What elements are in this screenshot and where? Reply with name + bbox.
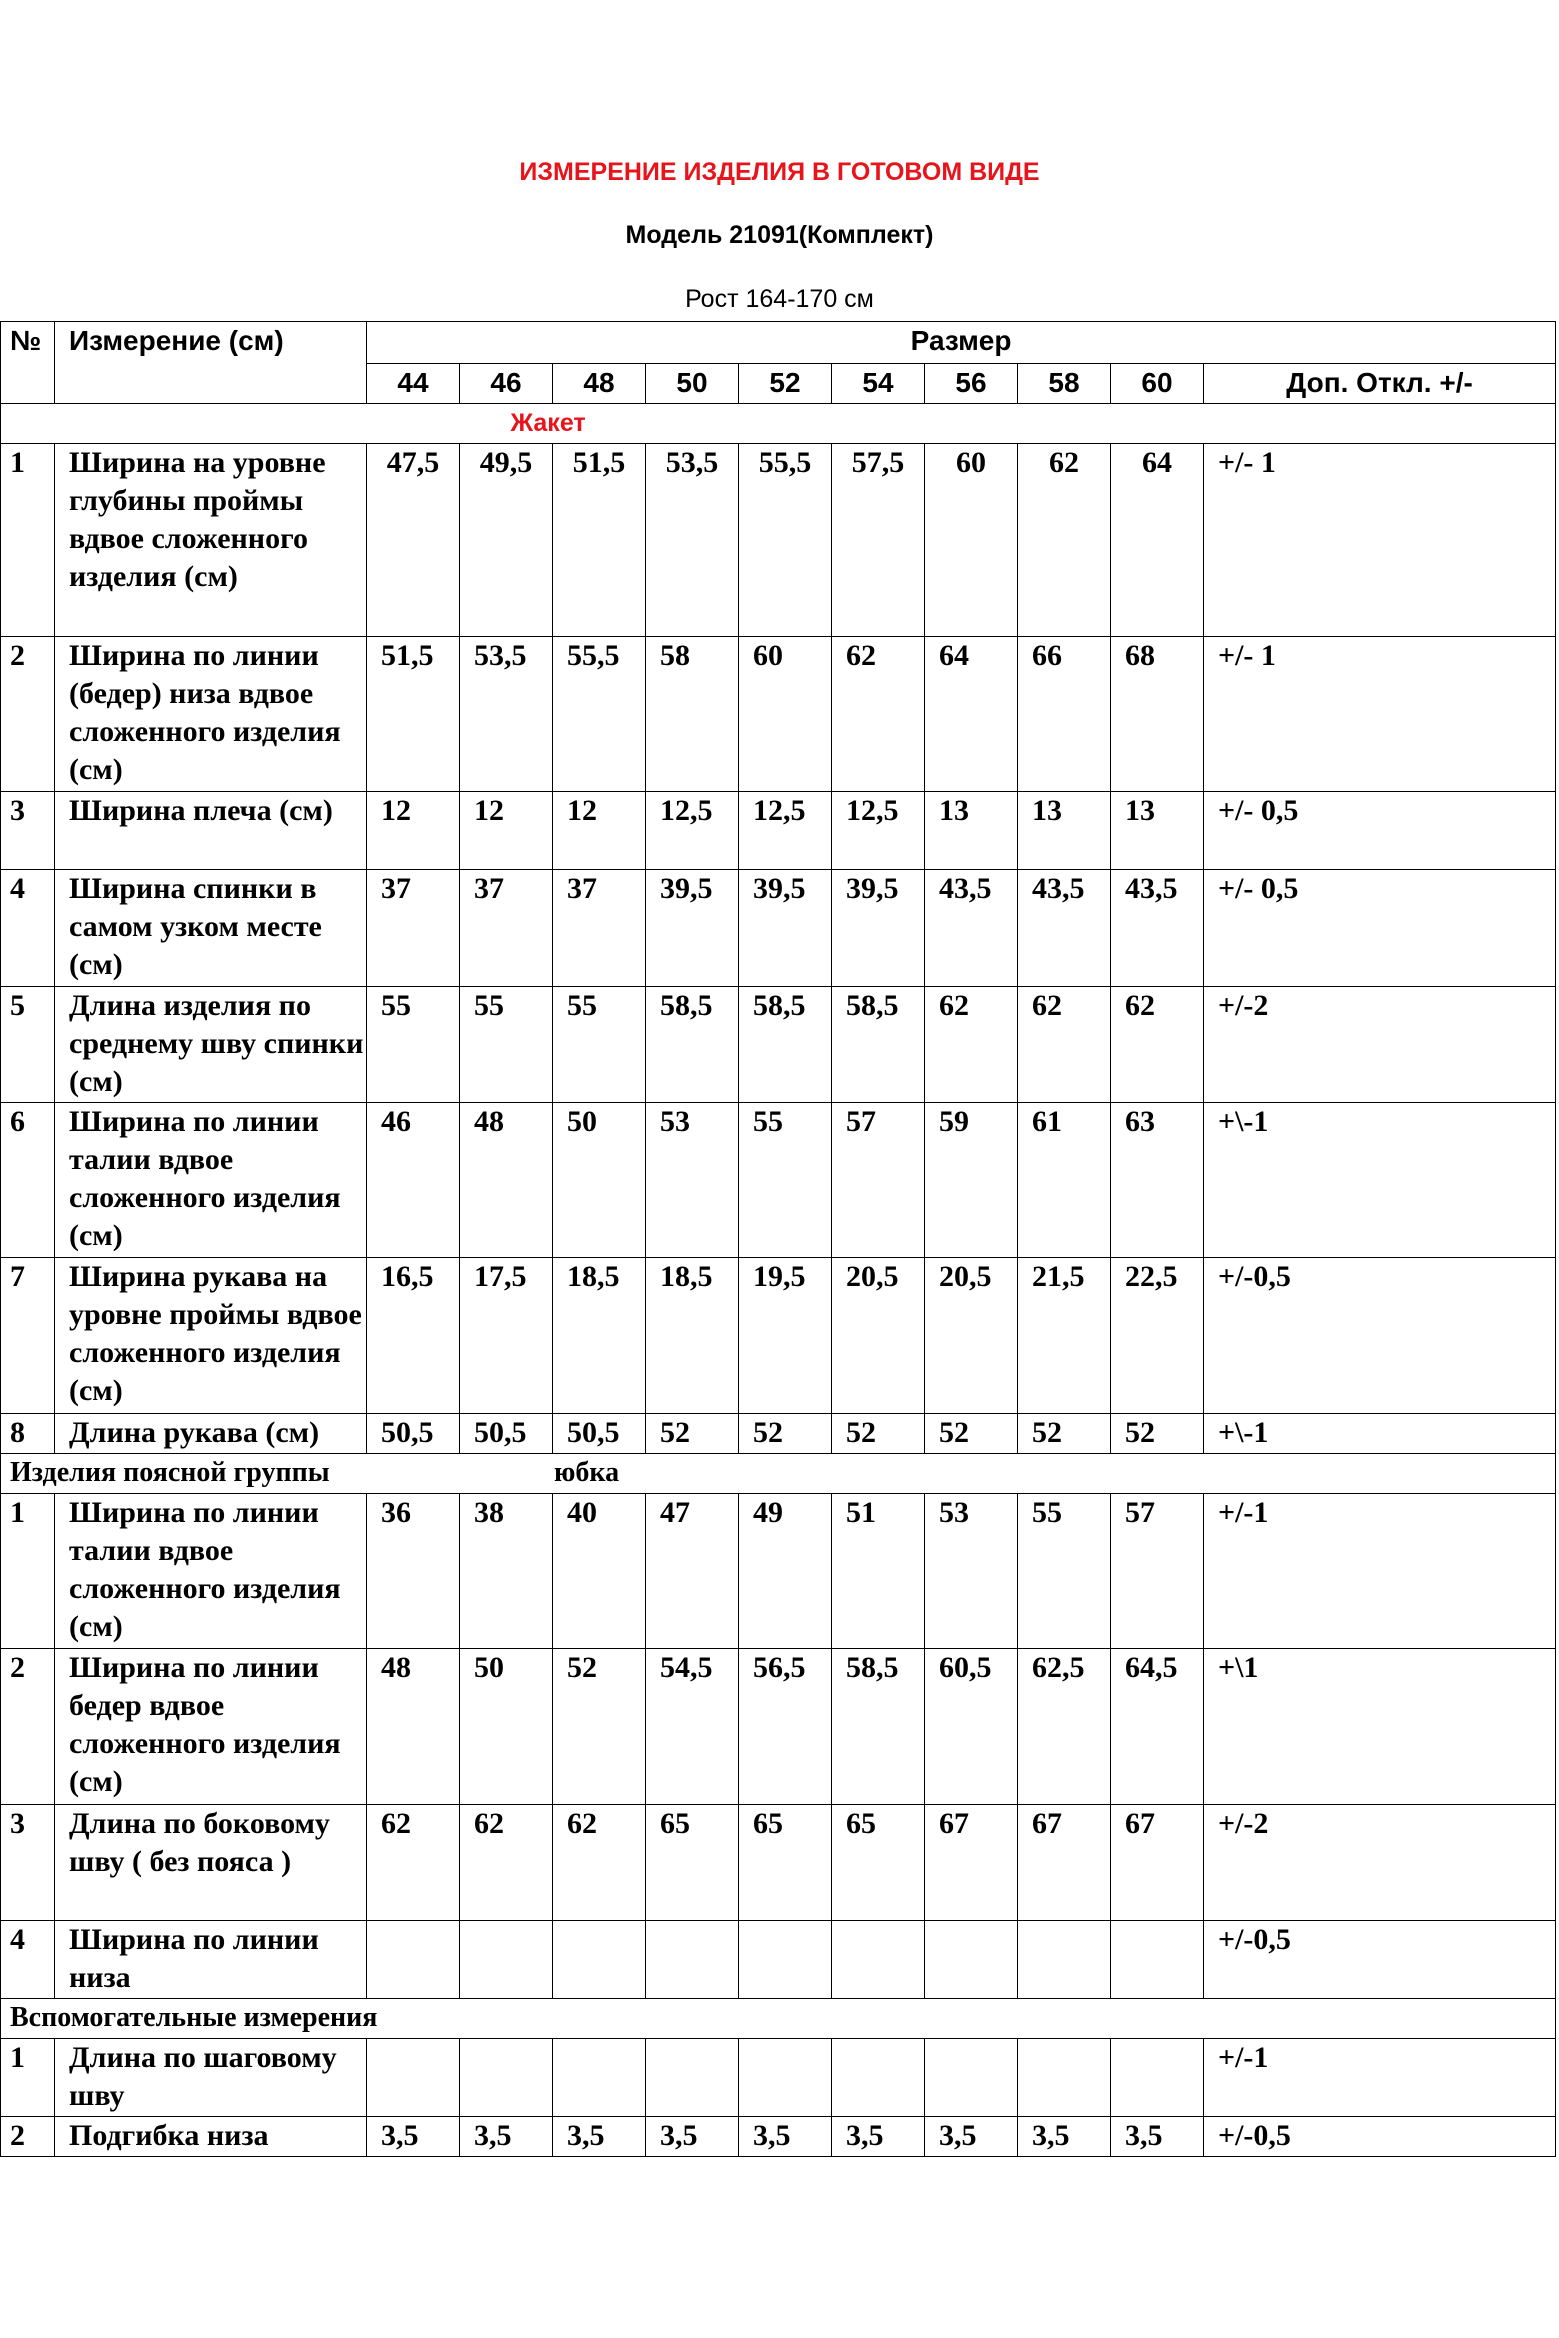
size-value: [553, 2039, 646, 2117]
column-header-number: №: [1, 322, 55, 404]
size-value: 50,5: [553, 1414, 646, 1454]
measurement-label: Длина рукава (см): [55, 1414, 367, 1454]
size-value: 53,5: [460, 637, 553, 792]
size-value: 12: [553, 792, 646, 870]
size-value: 50: [553, 1103, 646, 1258]
size-value: 16,5: [367, 1258, 460, 1414]
section-title: Жакет: [367, 404, 1556, 444]
size-value: 48: [460, 1103, 553, 1258]
tolerance-value: +\-1: [1204, 1103, 1556, 1258]
size-header: 58: [1018, 364, 1111, 404]
size-value: [460, 1921, 553, 1999]
size-value: 55: [367, 987, 460, 1103]
size-value: [1018, 2039, 1111, 2117]
size-value: 52: [553, 1649, 646, 1805]
size-value: 3,5: [460, 2117, 553, 2157]
measurement-label: Ширина по линии бедер вдвое сложенного изделия (см): [55, 1649, 367, 1805]
size-value: 58: [646, 637, 739, 792]
row-number: 1: [1, 1494, 55, 1649]
size-value: 20,5: [832, 1258, 925, 1414]
section-row: [1, 1999, 1556, 2039]
height-label: Рост 164-170 см: [685, 285, 874, 313]
table-row: [1, 1258, 1556, 1414]
tolerance-value: +\1: [1204, 1649, 1556, 1805]
tolerance-value: +/-0,5: [1204, 1921, 1556, 1999]
size-value: 57: [832, 1103, 925, 1258]
size-value: 18,5: [646, 1258, 739, 1414]
size-value: 51,5: [553, 444, 646, 637]
size-value: 12,5: [739, 792, 832, 870]
size-value: 3,5: [553, 2117, 646, 2157]
row-number: 8: [1, 1414, 55, 1454]
size-value: 51,5: [367, 637, 460, 792]
size-value: 13: [1018, 792, 1111, 870]
row-number: 1: [1, 444, 55, 637]
size-value: 67: [925, 1805, 1018, 1921]
section-spacer: [1, 404, 367, 444]
table-row: [1, 987, 1556, 1103]
size-value: 43,5: [1018, 870, 1111, 987]
size-value: 3,5: [739, 2117, 832, 2157]
size-value: 3,5: [646, 2117, 739, 2157]
size-value: 55: [460, 987, 553, 1103]
size-value: [832, 1921, 925, 1999]
size-value: 18,5: [553, 1258, 646, 1414]
measurement-label: Ширина по линии талии вдвое сложенного изделия (см): [55, 1103, 367, 1258]
tolerance-value: +/- 0,5: [1204, 870, 1556, 987]
size-value: 58,5: [832, 987, 925, 1103]
table-row: [1, 637, 1556, 792]
size-value: 62: [1018, 444, 1111, 637]
section-title-text: Изделия поясной группы: [10, 1457, 330, 1488]
size-value: [1018, 1921, 1111, 1999]
size-value: 53,5: [646, 444, 739, 637]
size-value: [460, 2039, 553, 2117]
size-value: 65: [739, 1805, 832, 1921]
table-row: [1, 2039, 1556, 2117]
tolerance-value: +/- 1: [1204, 637, 1556, 792]
size-value: 50,5: [460, 1414, 553, 1454]
size-value: 17,5: [460, 1258, 553, 1414]
section-title-text: Вспомогательные измерения: [10, 2002, 378, 2033]
measurement-label: Ширина плеча (см): [55, 792, 367, 870]
size-value: 59: [925, 1103, 1018, 1258]
size-value: 62: [1111, 987, 1204, 1103]
size-value: 39,5: [832, 870, 925, 987]
table-row: [1, 1103, 1556, 1258]
size-value: 49: [739, 1494, 832, 1649]
size-value: 67: [1111, 1805, 1204, 1921]
size-value: 48: [367, 1649, 460, 1805]
row-number: 3: [1, 792, 55, 870]
table-row: [1, 1494, 1556, 1649]
size-value: 55,5: [739, 444, 832, 637]
size-value: [925, 2039, 1018, 2117]
size-value: 57: [1111, 1494, 1204, 1649]
size-value: 62: [1018, 987, 1111, 1103]
size-value: 56,5: [739, 1649, 832, 1805]
size-value: 62: [553, 1805, 646, 1921]
size-value: 40: [553, 1494, 646, 1649]
size-value: 58,5: [739, 987, 832, 1103]
tolerance-value: +/-1: [1204, 1494, 1556, 1649]
tolerance-value: +/- 1: [1204, 444, 1556, 637]
size-value: 64: [1111, 444, 1204, 637]
tolerance-value: +/-2: [1204, 987, 1556, 1103]
size-value: 12,5: [646, 792, 739, 870]
column-header-size: Размер: [367, 322, 1556, 364]
size-value: [739, 2039, 832, 2117]
size-value: 50,5: [367, 1414, 460, 1454]
size-value: [832, 2039, 925, 2117]
size-value: 37: [460, 870, 553, 987]
size-value: 54,5: [646, 1649, 739, 1805]
measurement-label: Длина по шаговому шву: [55, 2039, 367, 2117]
size-value: 12: [460, 792, 553, 870]
size-value: 63: [1111, 1103, 1204, 1258]
row-number: 2: [1, 1649, 55, 1805]
size-value: 62: [367, 1805, 460, 1921]
model-label: Модель 21091(Комплект): [625, 221, 934, 249]
size-value: 64: [925, 637, 1018, 792]
size-value: 43,5: [1111, 870, 1204, 987]
row-number: 7: [1, 1258, 55, 1414]
size-value: 52: [1111, 1414, 1204, 1454]
size-value: 60,5: [925, 1649, 1018, 1805]
size-value: [553, 1921, 646, 1999]
size-value: 68: [1111, 637, 1204, 792]
measurement-label: Длина по боковому шву ( без пояса ): [55, 1805, 367, 1921]
tolerance-value: +/-0,5: [1204, 2117, 1556, 2157]
table-row: [1, 1414, 1556, 1454]
size-value: 51: [832, 1494, 925, 1649]
size-value: 36: [367, 1494, 460, 1649]
size-value: 43,5: [925, 870, 1018, 987]
section-title: [1, 1454, 1556, 1494]
size-value: [1111, 2039, 1204, 2117]
size-value: 52: [832, 1414, 925, 1454]
column-header-measurement: Измерение (см): [55, 322, 367, 404]
size-value: [367, 1921, 460, 1999]
measurement-table: [0, 321, 1556, 2157]
size-value: 38: [460, 1494, 553, 1649]
size-value: [1111, 1921, 1204, 1999]
size-value: 58,5: [646, 987, 739, 1103]
size-value: 52: [925, 1414, 1018, 1454]
size-value: 22,5: [1111, 1258, 1204, 1414]
measurement-label: Ширина на уровне глубины проймы вдвое сложенного изделия (см): [55, 444, 367, 637]
size-value: 55: [553, 987, 646, 1103]
row-number: 4: [1, 1921, 55, 1999]
size-value: 3,5: [832, 2117, 925, 2157]
size-value: [646, 2039, 739, 2117]
size-value: 61: [1018, 1103, 1111, 1258]
size-value: 20,5: [925, 1258, 1018, 1414]
size-value: [646, 1921, 739, 1999]
size-value: 19,5: [739, 1258, 832, 1414]
size-value: 21,5: [1018, 1258, 1111, 1414]
size-value: [367, 2039, 460, 2117]
size-value: 55: [739, 1103, 832, 1258]
column-header-tolerance: Доп. Откл. +/-: [1204, 364, 1556, 404]
size-value: 52: [1018, 1414, 1111, 1454]
section-row: [1, 404, 1556, 444]
size-value: 12: [367, 792, 460, 870]
section-row: [1, 1454, 1556, 1494]
size-value: 3,5: [367, 2117, 460, 2157]
row-number: 5: [1, 987, 55, 1103]
tolerance-value: +\-1: [1204, 1414, 1556, 1454]
size-value: 62: [832, 637, 925, 792]
size-value: 3,5: [1111, 2117, 1204, 2157]
measurement-label: Ширина рукава на уровне проймы вдвое сложенного изделия (см): [55, 1258, 367, 1414]
size-header: 46: [460, 364, 553, 404]
size-value: 55: [1018, 1494, 1111, 1649]
table-row: [1, 2117, 1556, 2157]
size-value: [925, 1921, 1018, 1999]
table-row: [1, 870, 1556, 987]
size-value: 47: [646, 1494, 739, 1649]
size-value: 64,5: [1111, 1649, 1204, 1805]
size-value: 37: [367, 870, 460, 987]
size-header: 52: [739, 364, 832, 404]
row-number: 1: [1, 2039, 55, 2117]
size-header: 50: [646, 364, 739, 404]
size-value: 39,5: [646, 870, 739, 987]
size-value: 39,5: [739, 870, 832, 987]
row-number: 6: [1, 1103, 55, 1258]
size-value: 13: [1111, 792, 1204, 870]
size-value: 3,5: [1018, 2117, 1111, 2157]
measurement-label: Ширина по линии (бедер) низа вдвое сложенного изделия (см): [55, 637, 367, 792]
measurement-label: Ширина по линии низа: [55, 1921, 367, 1999]
measurement-label: Подгибка низа: [55, 2117, 367, 2157]
table-row: [1, 792, 1556, 870]
table-row: [1, 1805, 1556, 1921]
size-header: 44: [367, 364, 460, 404]
section-subtitle: юбка: [554, 1457, 620, 1488]
size-value: 52: [739, 1414, 832, 1454]
size-value: 67: [1018, 1805, 1111, 1921]
table-row: [1, 1649, 1556, 1805]
size-value: 12,5: [832, 792, 925, 870]
row-number: 2: [1, 2117, 55, 2157]
size-header: 54: [832, 364, 925, 404]
size-header: 56: [925, 364, 1018, 404]
measurement-label: Ширина по линии талии вдвое сложенного изделия (см): [55, 1494, 367, 1649]
size-header: 48: [553, 364, 646, 404]
size-value: 66: [1018, 637, 1111, 792]
table-header-row: [1, 322, 1556, 364]
size-value: 47,5: [367, 444, 460, 637]
measurement-label: Ширина спинки в самом узком месте (см): [55, 870, 367, 987]
table-row: [1, 1921, 1556, 1999]
size-value: 55,5: [553, 637, 646, 792]
size-value: 37: [553, 870, 646, 987]
size-value: 65: [832, 1805, 925, 1921]
tolerance-value: +/-2: [1204, 1805, 1556, 1921]
size-value: 46: [367, 1103, 460, 1258]
size-value: 60: [925, 444, 1018, 637]
tolerance-value: +/-1: [1204, 2039, 1556, 2117]
size-value: 52: [646, 1414, 739, 1454]
size-value: 62: [925, 987, 1018, 1103]
measurement-label: Длина изделия по среднему шву спинки (см): [55, 987, 367, 1103]
size-header: 60: [1111, 364, 1204, 404]
size-value: 60: [739, 637, 832, 792]
size-value: 62: [460, 1805, 553, 1921]
size-value: 50: [460, 1649, 553, 1805]
size-value: 58,5: [832, 1649, 925, 1805]
size-value: [739, 1921, 832, 1999]
section-title: [1, 1999, 1556, 2039]
tolerance-value: +/-0,5: [1204, 1258, 1556, 1414]
size-value: 53: [646, 1103, 739, 1258]
size-value: 65: [646, 1805, 739, 1921]
row-number: 2: [1, 637, 55, 792]
size-value: 53: [925, 1494, 1018, 1649]
size-value: 57,5: [832, 444, 925, 637]
table-row: [1, 444, 1556, 637]
document-title: ИЗМЕРЕНИЕ ИЗДЕЛИЯ В ГОТОВОМ ВИДЕ: [519, 158, 1040, 186]
tolerance-value: +/- 0,5: [1204, 792, 1556, 870]
size-value: 3,5: [925, 2117, 1018, 2157]
size-value: 49,5: [460, 444, 553, 637]
row-number: 3: [1, 1805, 55, 1921]
size-value: 62,5: [1018, 1649, 1111, 1805]
size-value: 13: [925, 792, 1018, 870]
row-number: 4: [1, 870, 55, 987]
